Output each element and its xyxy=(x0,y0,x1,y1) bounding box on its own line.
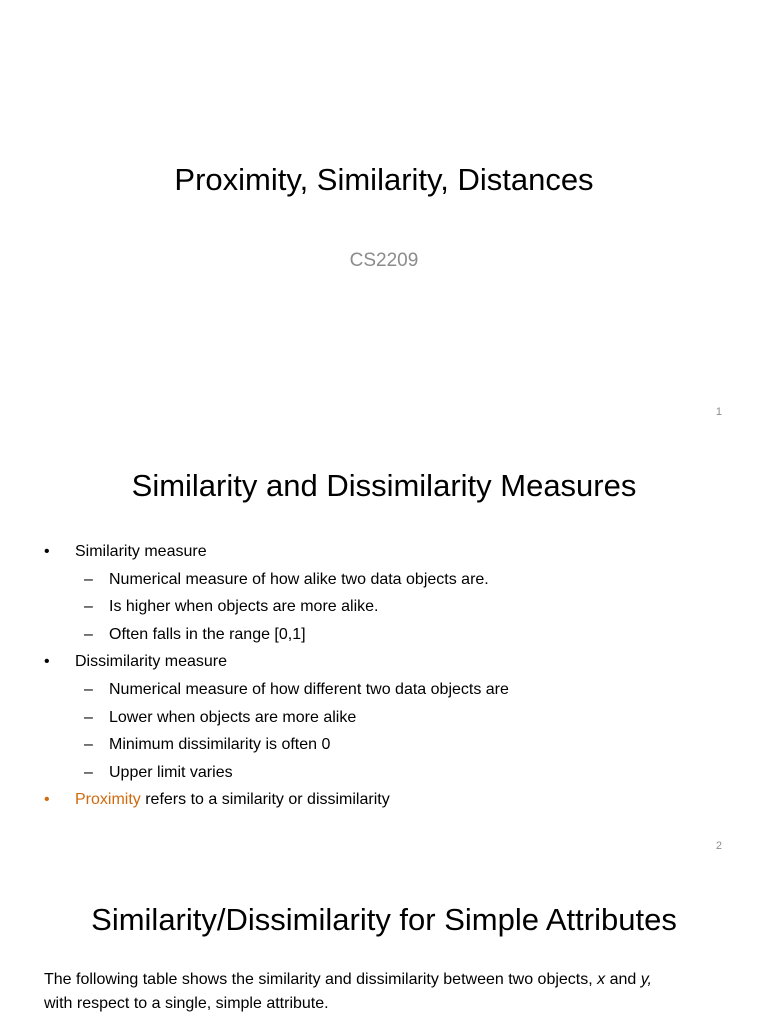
sub-bullet-marker: – xyxy=(84,708,93,726)
sub-bullet-text: Lower when objects are more alike xyxy=(109,708,357,726)
body-text-part: with respect to a single, simple attribute. xyxy=(44,995,329,1012)
sub-bullet-marker: – xyxy=(84,625,93,643)
sub-bullet-item xyxy=(44,621,509,649)
bullet-marker: • xyxy=(44,653,50,671)
page-number: 2 xyxy=(715,840,722,852)
sub-bullet-text: Often falls in the range [0,1] xyxy=(109,625,306,643)
sub-bullet-text: Numerical measure of how different two data objects are xyxy=(109,680,509,698)
sub-bullet-marker: – xyxy=(84,680,93,698)
slide-1 xyxy=(0,0,768,432)
slide-3 xyxy=(0,864,768,1024)
bullet-text: refers to a similarity or dissimilarity xyxy=(140,791,390,809)
bullet-marker: • xyxy=(44,543,50,560)
sub-bullet-item xyxy=(44,593,509,621)
sub-bullet-item xyxy=(44,676,509,704)
bullet-item xyxy=(44,648,509,676)
page-number: 1 xyxy=(715,406,722,418)
body-text-part: The following table shows the similarity and dissimilarity between two objects, xyxy=(44,971,598,988)
sub-bullet-marker: – xyxy=(84,736,93,754)
bullet-marker: • xyxy=(44,791,50,809)
bullet-list xyxy=(44,538,509,814)
sub-bullet-marker: – xyxy=(84,570,93,588)
sub-bullet-marker: – xyxy=(84,598,93,616)
sub-bullet-item xyxy=(44,759,509,787)
body-text xyxy=(44,968,734,1016)
sub-bullet-item xyxy=(44,731,509,759)
slide-title: Similarity and Dissimilarity Measures xyxy=(131,468,637,503)
sub-bullet-text: Upper limit varies xyxy=(109,763,233,781)
variable-y: y, xyxy=(640,971,652,988)
variable-x: x xyxy=(597,971,606,988)
slide-2 xyxy=(0,432,768,864)
proximity-term: Proximity xyxy=(75,791,141,809)
sub-bullet-text: Numerical measure of how alike two data objects are. xyxy=(109,570,489,588)
sub-bullet-text: Is higher when objects are more alike. xyxy=(109,598,379,616)
proximity-bullet xyxy=(44,786,509,814)
sub-bullet-item xyxy=(44,704,509,732)
bullet-text: Similarity measure xyxy=(75,543,207,560)
sub-bullet-marker: – xyxy=(84,763,93,781)
slide-title: Proximity, Similarity, Distances xyxy=(174,162,594,197)
slide-subtitle: CS2209 xyxy=(349,250,419,271)
bullet-item xyxy=(44,538,509,566)
body-text-part: and xyxy=(605,971,641,988)
sub-bullet-text: Minimum dissimilarity is often 0 xyxy=(109,736,331,754)
sub-bullet-item xyxy=(44,566,509,594)
slide-title: Similarity/Dissimilarity for Simple Attributes xyxy=(91,902,677,937)
bullet-text: Dissimilarity measure xyxy=(75,653,228,671)
